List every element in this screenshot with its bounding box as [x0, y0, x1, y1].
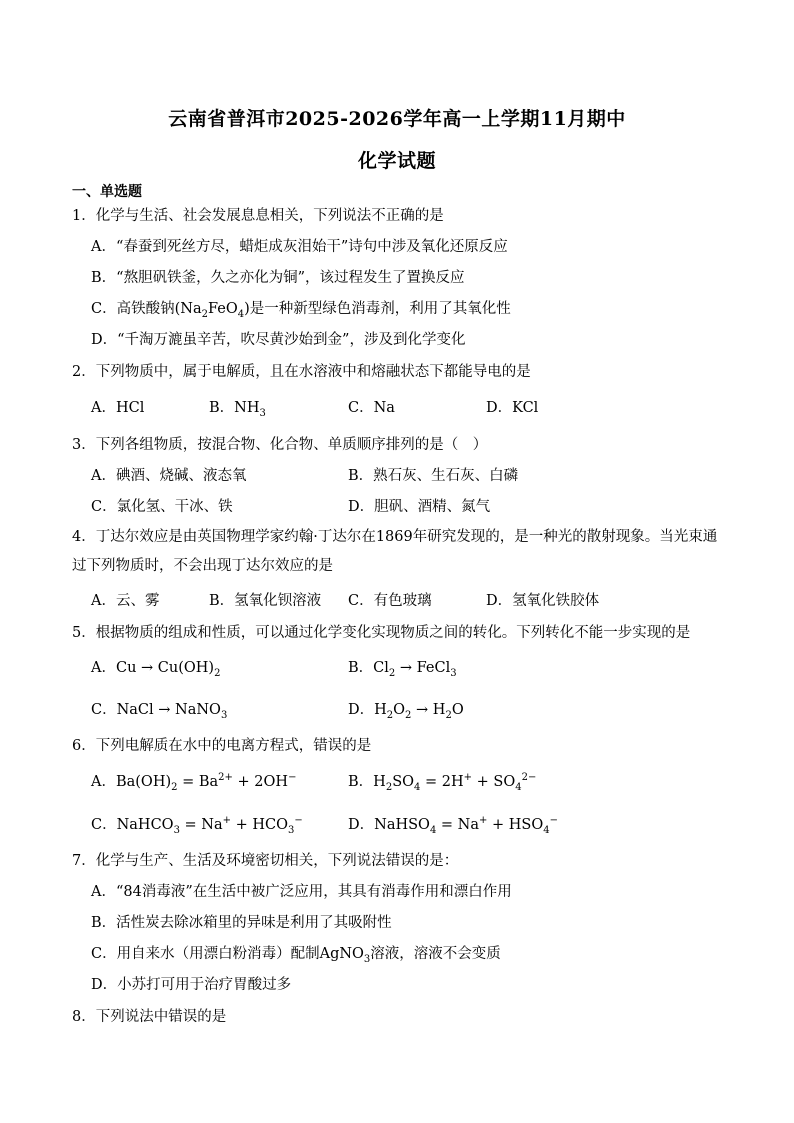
question-1-option-c: C．高铁酸钠$(Na_2FeO_4)$是一种新型绿色消毒剂，利用了其氧化性 [91, 301, 511, 320]
question-6-option-c: C．NaHCO$_3$ = $Na^+ + HCO_3^-$ [91, 815, 303, 836]
question-4-stem: 4．丁达尔效应是由英国物理学家约翰·丁达尔在1869年研究发现的，是一种光的散射现象。当光束通过下列物质时，不会出现丁达尔效应的是 [72, 529, 718, 574]
section-heading: 一、单选题 [72, 184, 142, 200]
question-3-option-a: A．碘酒、烧碱、液态氧 [91, 468, 247, 484]
question-1-stem: 1．化学与生活、社会发展息息相关，下列说法不正确的是 [72, 208, 444, 224]
question-5-option-a: A．$Cu \to Cu(OH)_2$ [91, 660, 221, 679]
question-6-option-a: A．$Ba(OH)_2 = Ba^{2+} + 2OH^-$ [91, 772, 297, 793]
question-3-option-b: B．熟石灰、生石灰、白磷 [348, 468, 519, 484]
page-title: 云南省普洱市2025-2026学年高一上学期11月期中 [168, 108, 626, 130]
question-1-option-b: B．“熬胆矾铁釜，久之亦化为铜”，该过程发生了置换反应 [91, 270, 465, 286]
question-2-option-c: C．Na [348, 400, 395, 416]
question-5-option-c: C．NaCl → NaNO$_3$ [91, 702, 228, 721]
question-7-option-a: A．“84消毒液”在生活中被广泛应用，其具有消毒作用和漂白作用 [91, 884, 512, 900]
question-7-option-d: D．小苏打可用于治疗胃酸过多 [91, 977, 292, 993]
question-2-option-b: B．$NH_3$ [209, 400, 266, 419]
question-5-option-b: B．$Cl_2$ → FeCl$_3$ [348, 660, 457, 679]
question-3-option-c: C．氯化氢、干冰、铁 [91, 499, 233, 515]
question-7-stem: 7．化学与生产、生活及环境密切相关，下列说法错误的是： [72, 853, 459, 869]
question-4-option-c: C．有色玻璃 [348, 593, 432, 609]
question-1-option-d: D．“千淘万漉虽辛苦，吹尽黄沙始到金”，涉及到化学变化 [91, 332, 466, 348]
question-7-option-c: C．用自来水（用漂白粉消毒）配制AgNO$_3$溶液，溶液不会变质 [91, 946, 501, 965]
question-2-option-d: D．KCl [486, 400, 539, 416]
question-6-option-d: D．NaHSO$_4$ = $Na^+ + HSO_4^-$ [348, 815, 559, 836]
question-4-option-d: D．氢氧化铁胶体 [486, 593, 600, 609]
question-2-option-a: A．HCl [91, 400, 145, 416]
question-3-stem: 3．下列各组物质，按混合物、化合物、单质顺序排列的是（ ） [72, 437, 488, 453]
question-4-option-a: A．云、雾 [91, 593, 160, 609]
question-1-option-a: A．“春蚕到死丝方尽，蜡炬成灰泪始干”诗句中涉及氧化还原反应 [91, 239, 508, 255]
question-5-option-d: D．$H_2O_2 \to H_2O$ [348, 702, 464, 721]
question-6-stem: 6．下列电解质在水中的电离方程式，错误的是 [72, 738, 372, 754]
question-3-option-d: D．胆矾、酒精、氮气 [348, 499, 491, 515]
question-4-option-b: B．氢氧化钡溶液 [209, 593, 322, 609]
question-7-option-b: B．活性炭去除冰箱里的异味是利用了其吸附性 [91, 915, 392, 931]
page-subtitle: 化学试题 [357, 150, 436, 172]
question-5-stem: 5．根据物质的组成和性质，可以通过化学变化实现物质之间的转化。下列转化不能一步实现的是 [72, 625, 691, 641]
question-2-stem: 2．下列物质中，属于电解质，且在水溶液中和熔融状态下都能导电的是 [72, 364, 531, 380]
question-8-stem: 8．下列说法中错误的是 [72, 1009, 227, 1025]
question-6-option-b: B．$H_2SO_4 = 2H^+ + SO_4^{2-}$ [348, 772, 537, 793]
